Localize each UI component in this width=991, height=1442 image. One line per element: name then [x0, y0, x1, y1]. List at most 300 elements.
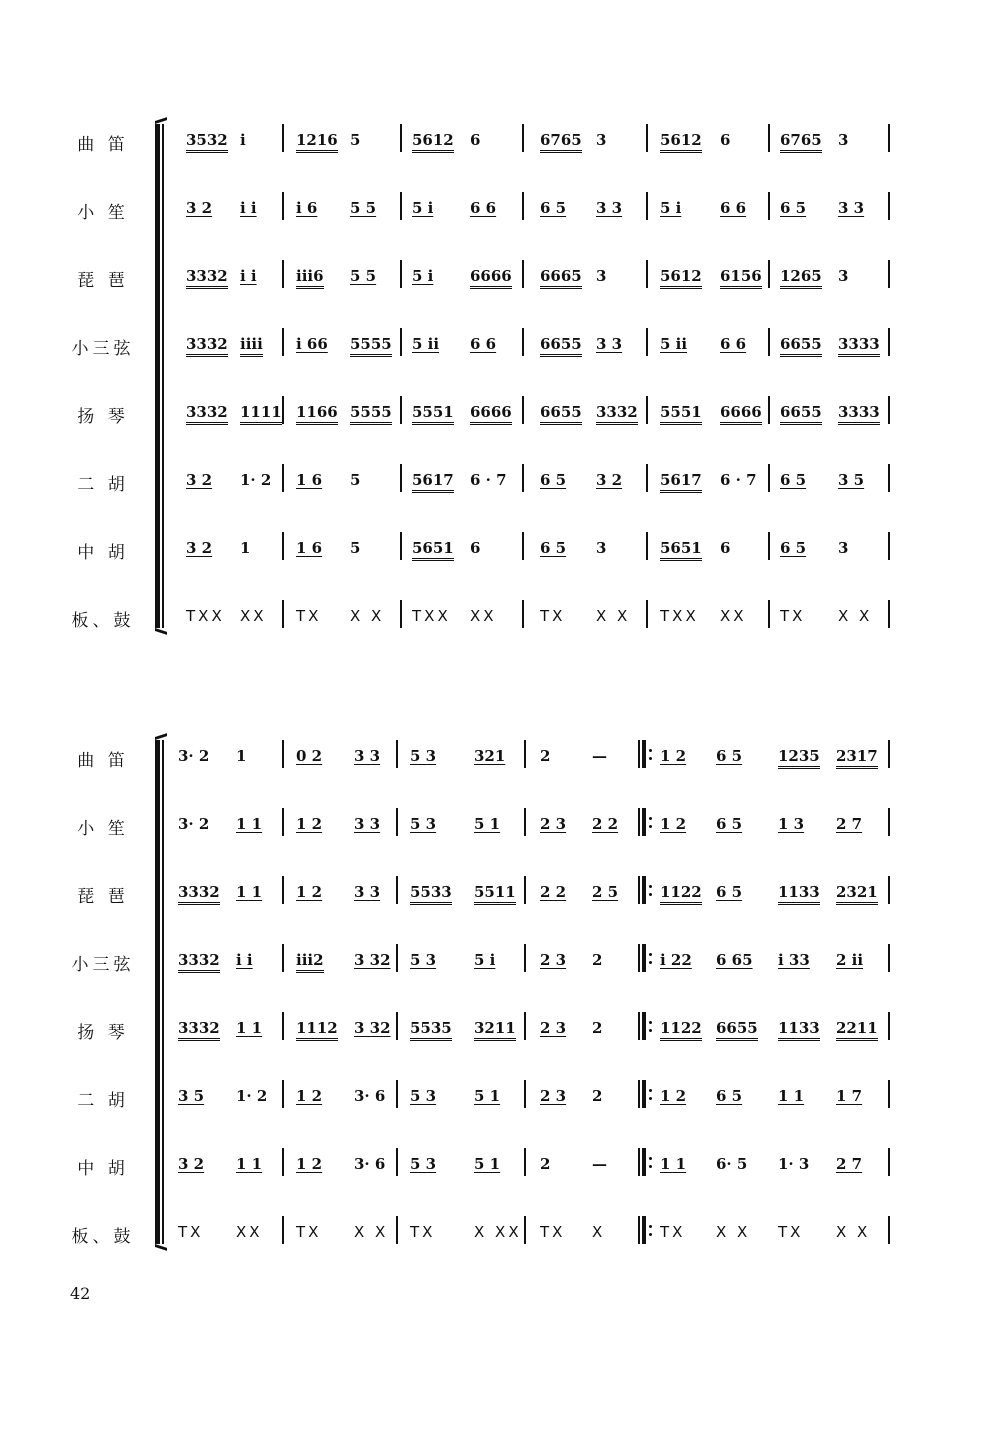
barline [768, 464, 770, 492]
instrument-label: 中 胡 [77, 543, 129, 563]
percussion-note: XX [720, 607, 747, 625]
barline [888, 328, 890, 356]
note-group: 3· 2 [178, 815, 210, 833]
note-group: 1 [240, 539, 251, 557]
instrument-label: 小 笙 [77, 203, 129, 223]
note-group: 6 6 [470, 335, 497, 353]
note-group: 5617 [660, 471, 702, 493]
note-group: 1 1 [236, 815, 263, 833]
barline [524, 944, 526, 972]
barline [888, 1148, 890, 1176]
note-group: 1112 [296, 1019, 338, 1041]
barline [282, 944, 284, 972]
note-group: 6 5 [716, 815, 743, 833]
note-group: 1 1 [236, 1019, 263, 1037]
instrument-row [0, 1212, 991, 1252]
barline [888, 808, 890, 836]
note-group: 6 5 [540, 471, 567, 489]
note-group: 2 [592, 1087, 603, 1105]
note-group: 6765 [780, 131, 822, 153]
barline [522, 124, 524, 152]
instrument-row [0, 1144, 991, 1184]
percussion-note: TX [660, 1223, 686, 1241]
note-group: 3 3 [354, 747, 381, 765]
note-group: i i [240, 267, 257, 285]
instrument-label: 扬 琴 [77, 407, 129, 427]
barline [646, 260, 648, 288]
percussion-note: X X [354, 1223, 389, 1241]
barline [888, 1080, 890, 1108]
note-group: 6· 5 [716, 1155, 748, 1173]
note-group: 3 3 [596, 199, 623, 217]
percussion-note: TX [296, 1223, 322, 1241]
percussion-note: X [592, 1223, 606, 1241]
note-group: 5551 [660, 403, 702, 425]
barline [282, 192, 284, 220]
note-group: 5 [350, 131, 361, 149]
note-group: 3332 [186, 403, 228, 425]
note-group: 1· 3 [778, 1155, 810, 1173]
repeat-sign [638, 1012, 648, 1040]
note-group: 6 5 [540, 539, 567, 557]
note-group: 3· 6 [354, 1155, 386, 1173]
barline [522, 328, 524, 356]
percussion-note: TX [178, 1223, 204, 1241]
repeat-sign [638, 740, 648, 768]
note-group: 6 5 [716, 1087, 743, 1105]
note-group: 5 3 [410, 1087, 437, 1105]
barline [396, 1012, 398, 1040]
note-group: i 33 [778, 951, 810, 969]
instrument-row [0, 460, 991, 500]
note-group: 5 1 [474, 815, 501, 833]
note-group: 6655 [716, 1019, 758, 1041]
note-group: 6 [720, 131, 731, 149]
note-group: 1 2 [660, 747, 687, 765]
barline [396, 1148, 398, 1176]
barline [396, 944, 398, 972]
note-group: 5 i [412, 267, 434, 285]
barline [768, 600, 770, 628]
note-group: i 22 [660, 951, 692, 969]
note-group: 3 [596, 539, 607, 557]
note-group: 0 2 [296, 747, 323, 765]
percussion-note: TX [410, 1223, 436, 1241]
note-group: 2 3 [540, 815, 567, 833]
barline [646, 600, 648, 628]
note-group: 3· 2 [178, 747, 210, 765]
barline [282, 1148, 284, 1176]
barline [646, 532, 648, 560]
percussion-note: X XX [474, 1223, 522, 1241]
note-group: 3 [838, 539, 849, 557]
note-group: 6655 [780, 403, 822, 425]
barline [646, 328, 648, 356]
note-group: 1· 2 [240, 471, 272, 489]
barline [888, 1012, 890, 1040]
barline [400, 532, 402, 560]
note-group: 3332 [186, 335, 228, 357]
barline [522, 600, 524, 628]
note-group: 5 3 [410, 815, 437, 833]
note-group: 5 3 [410, 1155, 437, 1173]
barline [768, 124, 770, 152]
barline [400, 124, 402, 152]
note-group: 6666 [470, 403, 512, 425]
note-group: 6 · 7 [720, 471, 757, 489]
note-group: 2 2 [540, 883, 567, 901]
note-group: 2211 [836, 1019, 878, 1041]
instrument-row [0, 528, 991, 568]
note-group: 2 [592, 1019, 603, 1037]
barline [282, 1216, 284, 1244]
note-group: 5 3 [410, 951, 437, 969]
percussion-note: TXX [186, 607, 225, 625]
percussion-note: X X [596, 607, 631, 625]
note-group: 2 3 [540, 1087, 567, 1105]
note-group: iiii [240, 335, 263, 357]
note-group: 6 5 [780, 199, 807, 217]
note-group: 6 5 [780, 539, 807, 557]
barline [768, 532, 770, 560]
note-group: 1 6 [296, 539, 323, 557]
barline [888, 600, 890, 628]
note-group: 5 1 [474, 1087, 501, 1105]
note-group: 1 1 [236, 1155, 263, 1173]
note-group: 3 3 [354, 815, 381, 833]
note-group: 2 2 [592, 815, 619, 833]
barline [396, 1216, 398, 1244]
barline [768, 260, 770, 288]
barline [282, 328, 284, 356]
note-group: 1 3 [778, 815, 805, 833]
barline [282, 124, 284, 152]
barline [396, 876, 398, 904]
note-group: 6655 [780, 335, 822, 357]
barline [524, 1216, 526, 1244]
note-group: 3 3 [596, 335, 623, 353]
barline [888, 396, 890, 424]
barline [522, 260, 524, 288]
note-group: i [240, 131, 246, 149]
score-system [0, 120, 991, 664]
note-group: 3211 [474, 1019, 516, 1041]
instrument-label: 二 胡 [77, 1091, 129, 1111]
note-group: 5 5 [350, 199, 377, 217]
note-group: 5555 [350, 403, 392, 425]
barline [646, 396, 648, 424]
note-group: 3 3 [838, 199, 865, 217]
barline [396, 1080, 398, 1108]
barline [888, 532, 890, 560]
barline [524, 876, 526, 904]
note-group: 1216 [296, 131, 338, 153]
note-group: 2 [540, 747, 551, 765]
note-group: 1122 [660, 1019, 702, 1041]
note-group: 2321 [836, 883, 878, 905]
note-group: 5 i [474, 951, 496, 969]
note-group: 5612 [660, 267, 702, 289]
note-group: 1133 [778, 883, 820, 905]
note-group: 1 [236, 747, 247, 765]
percussion-note: TXX [660, 607, 699, 625]
note-group: 1 2 [296, 1155, 323, 1173]
note-group: 3 [596, 131, 607, 149]
repeat-sign [638, 1080, 648, 1108]
repeat-sign [638, 876, 648, 904]
barline [888, 740, 890, 768]
note-group: 3 32 [354, 951, 391, 969]
note-group: 1166 [296, 403, 338, 425]
percussion-note: X X [838, 607, 873, 625]
note-group: 3 [838, 267, 849, 285]
note-group: 5 i [660, 199, 682, 217]
note-group: 3332 [178, 951, 220, 973]
note-group: 6 [720, 539, 731, 557]
note-group: 5651 [660, 539, 702, 561]
note-group: 1· 2 [236, 1087, 268, 1105]
note-group: 3333 [838, 335, 880, 357]
barline [888, 464, 890, 492]
score-system [0, 736, 991, 1280]
note-group: 3332 [178, 883, 220, 905]
percussion-note: XX [470, 607, 497, 625]
note-group: 3532 [186, 131, 228, 153]
note-group: 3332 [178, 1019, 220, 1041]
note-group: i 6 [296, 199, 318, 217]
barline [524, 808, 526, 836]
barline [768, 396, 770, 424]
instrument-row [0, 1008, 991, 1048]
note-group: 1 2 [296, 815, 323, 833]
note-group: 3 5 [838, 471, 865, 489]
repeat-sign [638, 1148, 648, 1176]
instrument-row [0, 736, 991, 776]
note-group: 1 6 [296, 471, 323, 489]
instrument-row [0, 188, 991, 228]
note-group: 5612 [412, 131, 454, 153]
barline [646, 464, 648, 492]
percussion-note: XX [236, 1223, 263, 1241]
note-group: 2 3 [540, 1019, 567, 1037]
instrument-row [0, 324, 991, 364]
barline [524, 1012, 526, 1040]
barline [522, 532, 524, 560]
instrument-label: 板、鼓 [71, 1227, 135, 1247]
note-group: — [592, 747, 607, 765]
repeat-sign [638, 944, 648, 972]
barline [524, 1148, 526, 1176]
barline [522, 464, 524, 492]
note-group: 6665 [540, 267, 582, 289]
note-group: 3 3 [354, 883, 381, 901]
note-group: 3 5 [178, 1087, 205, 1105]
note-group: 2 ii [836, 951, 864, 969]
note-group: — [592, 1155, 607, 1173]
percussion-note: X X [350, 607, 385, 625]
barline [888, 260, 890, 288]
barline [524, 740, 526, 768]
note-group: 6 65 [716, 951, 753, 969]
note-group: 1265 [780, 267, 822, 289]
page-number: 42 [70, 1284, 91, 1303]
percussion-note: XX [240, 607, 267, 625]
instrument-label: 琵 琶 [77, 271, 129, 291]
repeat-sign [638, 1216, 648, 1244]
instrument-label: 小三弦 [71, 339, 135, 359]
note-group: 6765 [540, 131, 582, 153]
barline [400, 464, 402, 492]
note-group: 6 5 [540, 199, 567, 217]
instrument-row [0, 940, 991, 980]
barline [522, 396, 524, 424]
note-group: 6 6 [720, 199, 747, 217]
note-group: 5612 [660, 131, 702, 153]
barline [888, 944, 890, 972]
note-group: i 66 [296, 335, 328, 353]
barline [400, 260, 402, 288]
note-group: 6 · 7 [470, 471, 507, 489]
barline [768, 328, 770, 356]
note-group: 5 i [412, 199, 434, 217]
note-group: 1133 [778, 1019, 820, 1041]
note-group: 3 32 [354, 1019, 391, 1037]
barline [524, 1080, 526, 1108]
note-group: 6 5 [716, 883, 743, 901]
note-group: 1 1 [660, 1155, 687, 1173]
instrument-label: 板、鼓 [71, 611, 135, 631]
note-group: 5 1 [474, 1155, 501, 1173]
note-group: 6 [470, 539, 481, 557]
note-group: 5617 [412, 471, 454, 493]
barline [888, 124, 890, 152]
note-group: 5533 [410, 883, 452, 905]
note-group: 5 ii [412, 335, 440, 353]
note-group: 2 [592, 951, 603, 969]
note-group: 3 [596, 267, 607, 285]
barline [888, 192, 890, 220]
instrument-row [0, 392, 991, 432]
barline [396, 740, 398, 768]
instrument-label: 曲 笛 [77, 751, 129, 771]
note-group: 1111 [240, 403, 282, 425]
instrument-row [0, 1076, 991, 1116]
note-group: 5 ii [660, 335, 688, 353]
note-group: 6 5 [780, 471, 807, 489]
note-group: 3332 [186, 267, 228, 289]
note-group: 3333 [838, 403, 880, 425]
instrument-row [0, 596, 991, 636]
barline [282, 740, 284, 768]
note-group: 5551 [412, 403, 454, 425]
barline [282, 532, 284, 560]
note-group: 1 2 [660, 1087, 687, 1105]
note-group: 1 7 [836, 1087, 863, 1105]
note-group: 6 5 [716, 747, 743, 765]
note-group: iii2 [296, 951, 324, 973]
note-group: 3 2 [178, 1155, 205, 1173]
note-group: 3 2 [186, 539, 213, 557]
instrument-label: 琵 琶 [77, 887, 129, 907]
note-group: 2 7 [836, 1155, 863, 1173]
percussion-note: X X [836, 1223, 871, 1241]
note-group: 5555 [350, 335, 392, 357]
barline [400, 192, 402, 220]
note-group: i i [240, 199, 257, 217]
barline [400, 600, 402, 628]
note-group: 3 [838, 131, 849, 149]
note-group: 1 1 [236, 883, 263, 901]
percussion-note: TX [780, 607, 806, 625]
barline [282, 876, 284, 904]
note-group: 3· 6 [354, 1087, 386, 1105]
note-group: 1122 [660, 883, 702, 905]
barline [646, 192, 648, 220]
instrument-label: 扬 琴 [77, 1023, 129, 1043]
percussion-note: TX [540, 1223, 566, 1241]
note-group: 6 6 [470, 199, 497, 217]
note-group: 3 2 [186, 471, 213, 489]
note-group: 1 2 [296, 1087, 323, 1105]
barline [646, 124, 648, 152]
note-group: 1 2 [660, 815, 687, 833]
instrument-label: 小 笙 [77, 819, 129, 839]
percussion-note: TX [296, 607, 322, 625]
note-group: 5651 [412, 539, 454, 561]
note-group: 2 7 [836, 815, 863, 833]
note-group: 5535 [410, 1019, 452, 1041]
note-group: 6655 [540, 335, 582, 357]
note-group: 6666 [720, 403, 762, 425]
note-group: 2 5 [592, 883, 619, 901]
barline [888, 1216, 890, 1244]
note-group: 5 3 [410, 747, 437, 765]
note-group: 2 3 [540, 951, 567, 969]
barline [282, 808, 284, 836]
barline [768, 192, 770, 220]
note-group: 3332 [596, 403, 638, 425]
note-group: iii6 [296, 267, 324, 289]
note-group: 1 1 [778, 1087, 805, 1105]
instrument-label: 小三弦 [71, 955, 135, 975]
barline [888, 876, 890, 904]
instrument-row [0, 256, 991, 296]
note-group: 2317 [836, 747, 878, 769]
note-group: 2 [540, 1155, 551, 1173]
barline [396, 808, 398, 836]
note-group: 1 2 [296, 883, 323, 901]
instrument-label: 二 胡 [77, 475, 129, 495]
instrument-row [0, 804, 991, 844]
barline [282, 260, 284, 288]
note-group: 6 6 [720, 335, 747, 353]
percussion-note: TX [778, 1223, 804, 1241]
note-group: 5511 [474, 883, 516, 905]
note-group: i i [236, 951, 253, 969]
note-group: 6 [470, 131, 481, 149]
note-group: 6655 [540, 403, 582, 425]
barline [282, 600, 284, 628]
note-group: 6156 [720, 267, 762, 289]
percussion-note: X X [716, 1223, 751, 1241]
note-group: 5 [350, 539, 361, 557]
instrument-label: 曲 笛 [77, 135, 129, 155]
barline [282, 1012, 284, 1040]
barline [400, 396, 402, 424]
note-group: 321 [474, 747, 506, 765]
note-group: 3 2 [186, 199, 213, 217]
note-group: 5 5 [350, 267, 377, 285]
